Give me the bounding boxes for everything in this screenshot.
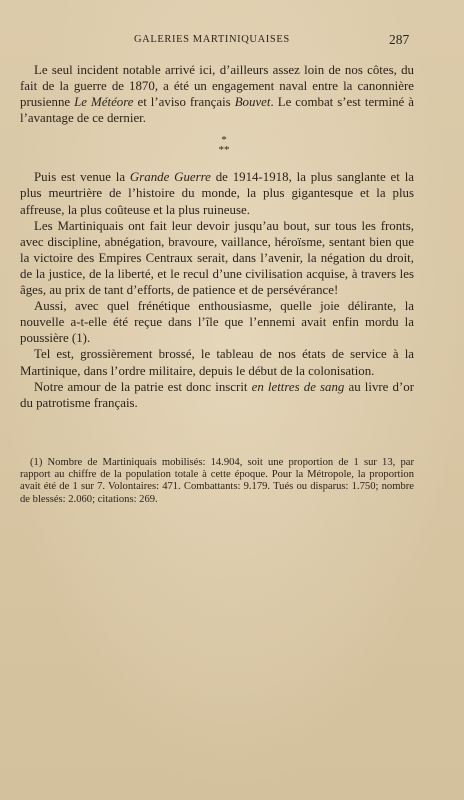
ship-name-bouvet: Bouvet [234,95,271,110]
paragraph-text: . Le combat s’est terminé à l’avantage de ce dernier. [20,95,414,126]
asterism-top: * [221,134,227,147]
asterism-bottom: ** [218,144,230,157]
ship-name-meteore: Le Météore [74,95,134,110]
running-title: GALERIES MARTINIQUAISES [134,34,290,45]
body-text [20,62,414,411]
footnote-block [20,457,414,506]
blank-page-area [0,520,464,800]
paragraph-great-war [20,169,414,217]
blood-letters-emphasis: en lettres de sang [251,379,345,394]
paragraph-text: Notre amour de la patrie est donc inscrit [34,379,252,394]
paragraph-conclusion [20,379,414,411]
paragraph-text: de 1914-1918, la plus sanglante et la plus meurtrière de l’histoire du monde, la plus gigantesque et la plus affreuse, la plus coûteuse et la plus ruineuse. [20,170,414,217]
footnote-1: (1) Nombre de Martiniquais mobilisés: 14.904, soit une proportion de 1 sur 13, par rapport au chiffre de la population totale à cette époque. Pour la Métropole, la proportion avait été de 1 sur 7. Volontaires: 471. Combattants: 9.179. Tués ou disparus: 1.750; nombre de blessés: 2.060; citations: 269. [20,457,414,505]
paragraph-text: au livre d’or du patrotisme français. [20,379,414,410]
paragraph-text: Le seul incident notable arrivé ici, d’ailleurs assez loin de nos côtes, du fait de la guerre de 1870, a été un engagement naval entre la canonnière prusienne [20,63,414,110]
page-header [0,32,464,50]
section-break-asterism [20,135,414,165]
paragraph-duty: Les Martiniquais ont fait leur devoir jusqu’au bout, sur tous les fronts, avec discipline, abnégation, bravoure, vaillance, héroïsme, sentant bien que la victoire des Empires Centraux serait, dans l’avenir, la négation du droit, de la justice, de la liberté, et le recul d’une civilisation acquise, à travers les âges, au prix de tant d’efforts, de patience et de persévérance! [20,218,414,298]
paragraph-summary: Tel est, grossièrement brossé, le tableau de nos états de service à la Martinique, dans l’ordre militaire, depuis le début de la colonisation. [20,347,414,378]
paragraph-1870-incident [20,62,414,126]
paragraph-text: et l’aviso français [133,95,235,110]
paragraph-text: Puis est venue la [34,170,130,185]
paragraph-enthusiasm: Aussi, avec quel frénétique enthousiasme, quelle joie délirante, la nouvelle a-t-elle été reçue dans l’île que l’ennemi avait enfin mordu la poussière (1). [20,299,414,346]
great-war-emphasis: Grande Guerre [129,170,211,185]
page-number: 287 [389,32,410,47]
